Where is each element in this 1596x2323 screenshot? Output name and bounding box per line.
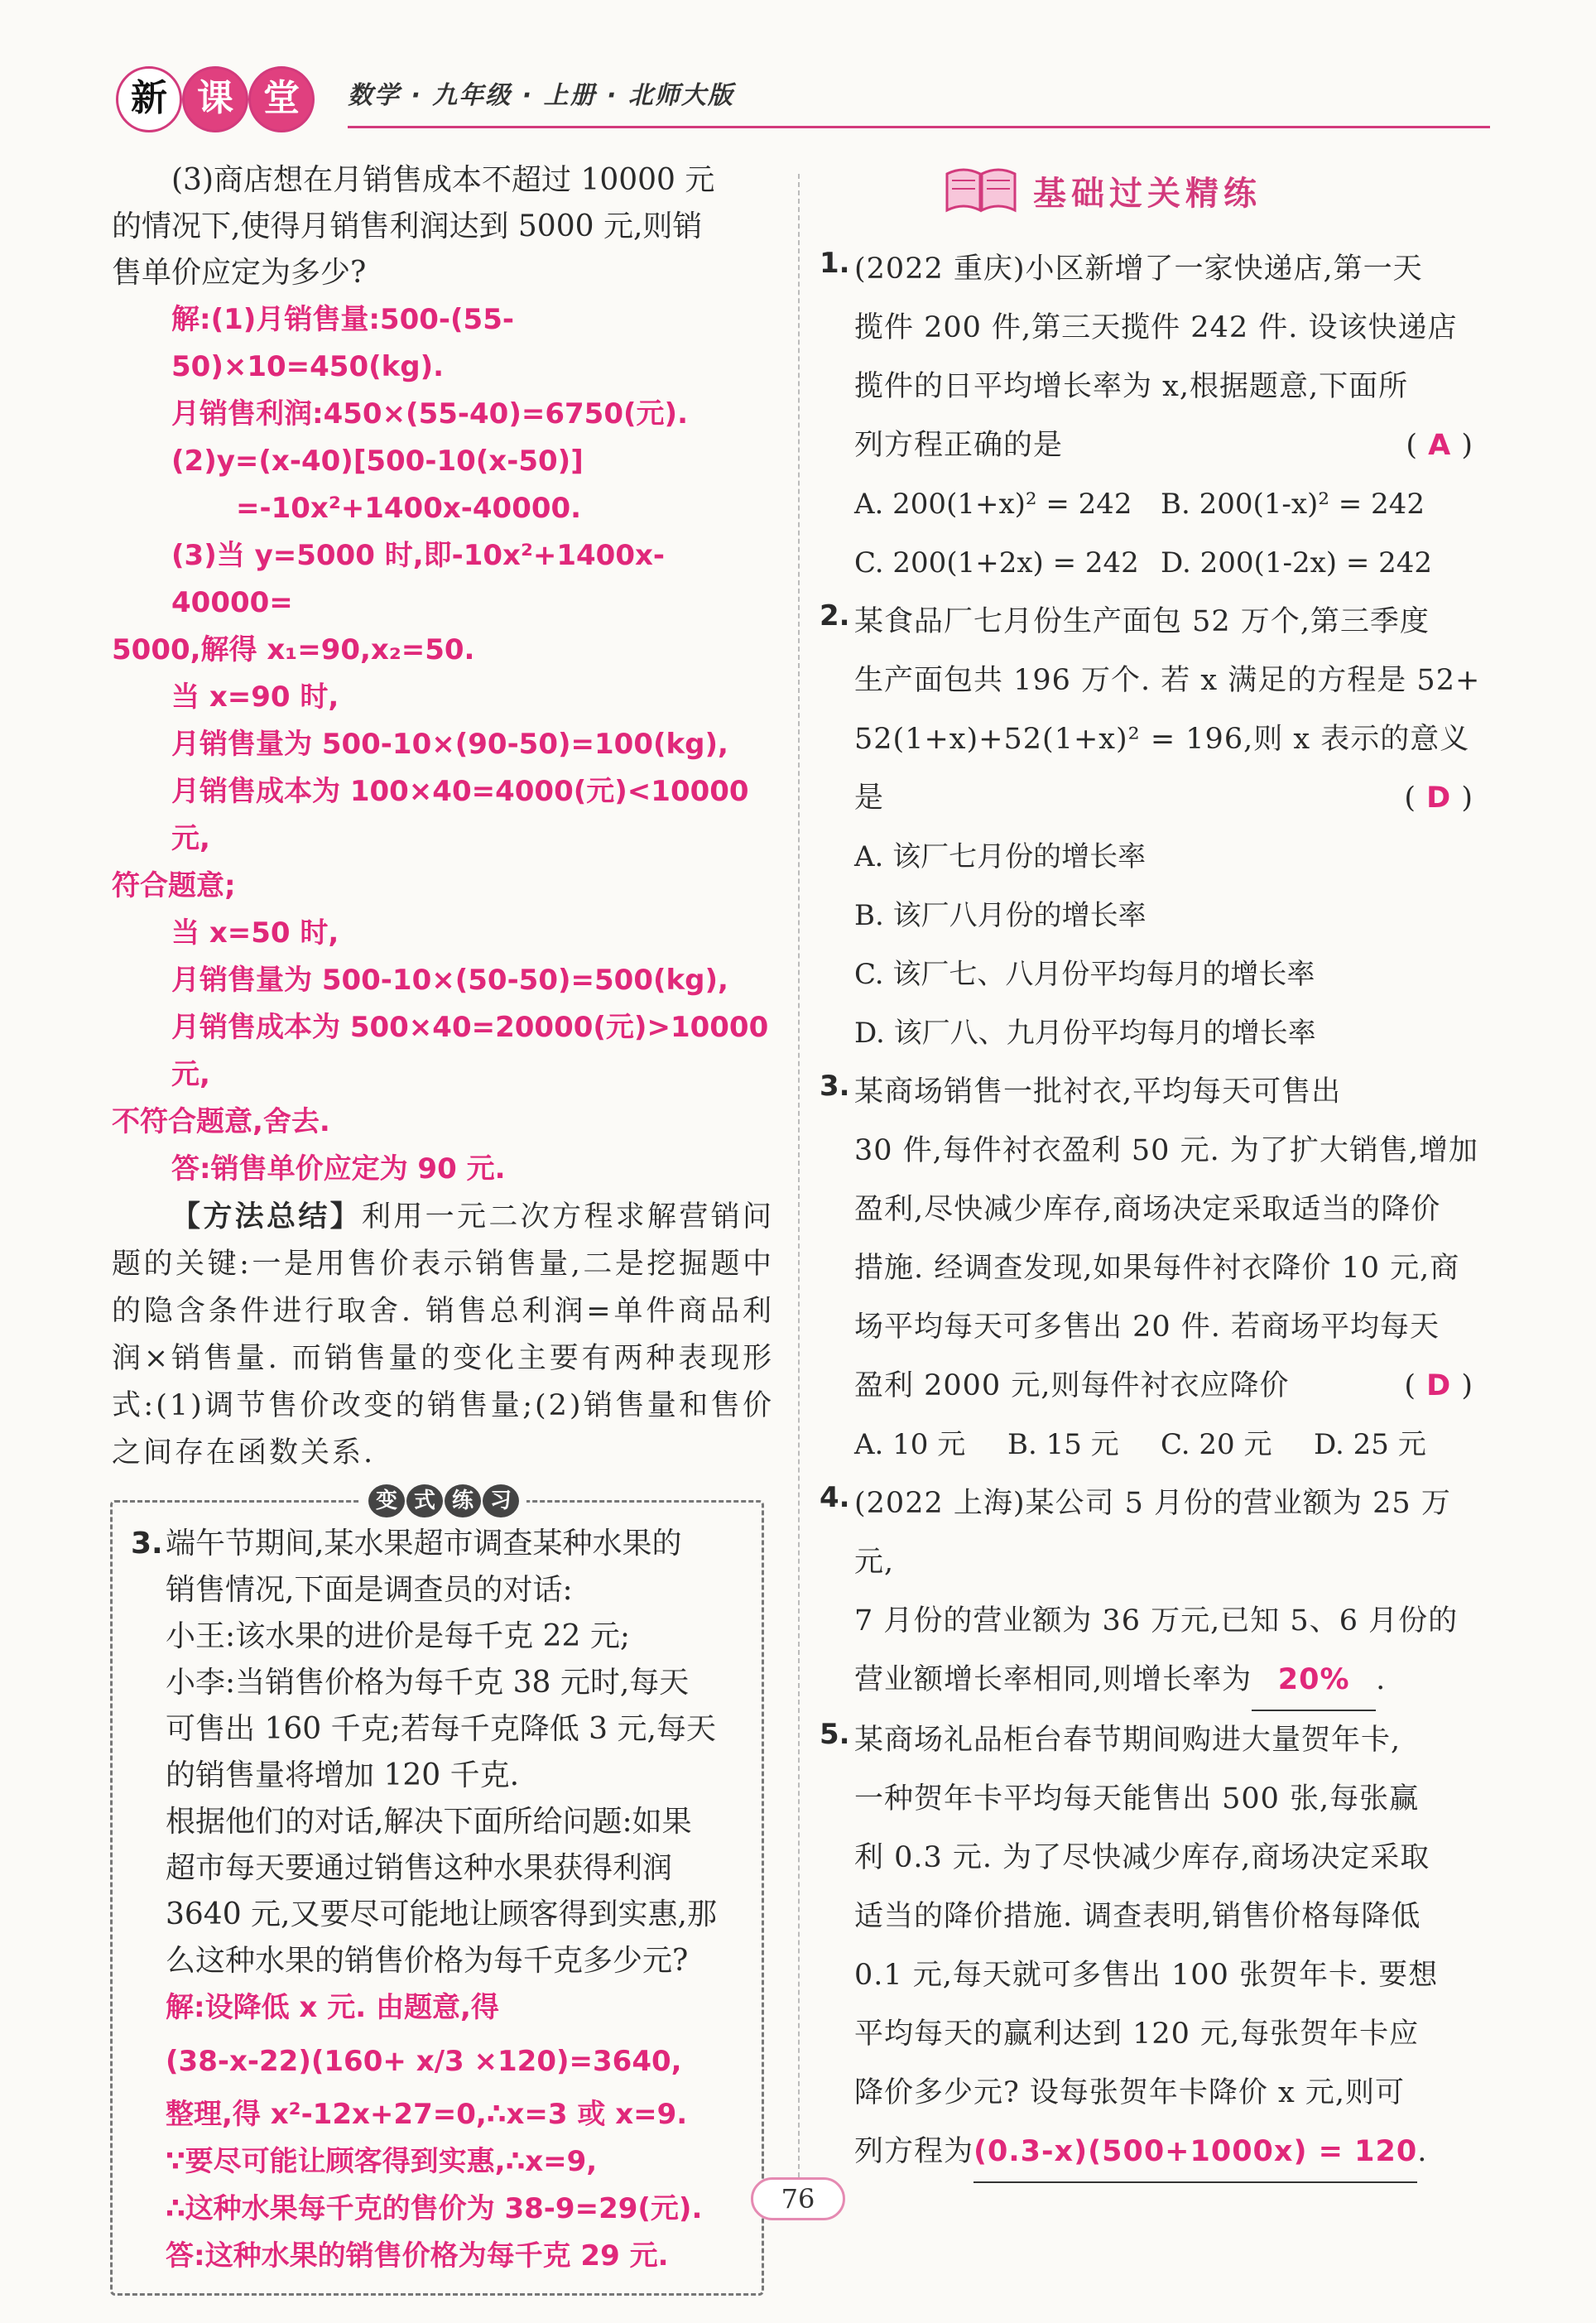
logo xyxy=(99,63,323,129)
solution-line: 月销售量为 500-10×(50-50)=500(kg), xyxy=(171,964,728,997)
question-line: 平均每天的赢利达到 120 元,每张贺年卡应 xyxy=(854,2018,1420,2051)
question-line: 揽件的日平均增长率为 x,根据题意,下面所 xyxy=(854,370,1409,403)
solution-line: 解:(1)月销售量:500-(55-50)×10=450(kg). xyxy=(171,303,514,383)
solution-line: =-10x²+1400x-40000. xyxy=(236,492,582,525)
question-line: (2022 重庆)小区新增了一家快递店,第一天 xyxy=(854,252,1423,286)
question-line: 52(1+x)+52(1+x)² = 196,则 x 表示的意义 xyxy=(854,723,1470,756)
question-line: 生产面包共 196 万个. 若 x 满足的方程是 52+ xyxy=(854,664,1481,697)
variant-solution-line: ∵要尽可能让顾客得到实惠,∴x=9, xyxy=(166,2145,598,2178)
solution-line: (3)当 y=5000 时,即-10x²+1400x-40000= xyxy=(171,539,666,619)
question-4: 4. (2022 上海)某公司 5 月份的营业额为 25 万元, 7 月份的营业额为 36 万元,已知 5、6 月份的 营业额增长率相同,则增长率为 20% . xyxy=(820,1474,1482,1711)
option: A. 200(1+x)² = 242 xyxy=(854,488,1132,521)
answer-choice: D xyxy=(1426,1369,1452,1402)
right-column xyxy=(820,157,1482,2183)
question-line: 适当的降价措施. 调查表明,销售价格每降低 xyxy=(854,1900,1421,1933)
question-line: 揽件 200 件,第三天揽件 242 件. 设该快递店 xyxy=(854,311,1458,344)
question-5: 5. 某商场礼品柜台春节期间购进大量贺年卡, 一种贺年卡平均每天能售出 500 张,每张赢 利 0.3 元. 为了尽快减少库存,商场决定采取 适当的降价措施. 调查表明,销售价格每降低 0.1 元,每天就可多售出 100 张贺年卡. 要想 平均每天的赢利达到 120 元,每张贺年卡应 降价多少元? 设每张贺年卡降价 x 元,则可 列方程为(0.3-x)(500+1000x) = 120. xyxy=(820,1711,1482,2183)
question-number: 3. xyxy=(820,1070,850,1103)
solution-answer: 答:销售单价应定为 90 元. xyxy=(171,1152,506,1186)
variant-line: 销售情况,下面是调查员的对话: xyxy=(166,1573,573,1607)
option: D. 200(1-2x) = 242 xyxy=(1161,546,1433,580)
page-number: 76 xyxy=(751,2177,846,2220)
section-header xyxy=(820,157,1482,227)
solution-line: 符合题意; xyxy=(112,869,236,902)
method-summary-tag: 【方法总结】 xyxy=(171,1200,362,1234)
question-line: 列方程为 xyxy=(854,2135,974,2168)
option: C. 该厂七、八月份平均每月的增长率 xyxy=(854,958,1315,991)
badge-char: 习 xyxy=(483,1484,519,1517)
option: B. 200(1-x)² = 242 xyxy=(1161,488,1425,521)
solution-line: 月销售量为 500-10×(90-50)=100(kg), xyxy=(171,728,728,761)
logo-char-2: 课 xyxy=(182,66,248,132)
answer-blank: 20% xyxy=(1252,1651,1376,1711)
question-line: 7 月份的营业额为 36 万元,已知 5、6 月份的 xyxy=(854,1604,1459,1638)
question-line: 列方程正确的是 xyxy=(854,429,1064,462)
option: D. 该厂八、九月份平均每月的增长率 xyxy=(854,1017,1316,1050)
question-line: 一种贺年卡平均每天能售出 500 张,每张赢 xyxy=(854,1782,1420,1816)
solution-line: 当 x=50 时, xyxy=(171,916,339,950)
logo-char-3: 堂 xyxy=(248,66,315,132)
question-line: 措施. 经调查发现,如果每件衬衣降价 10 元,商 xyxy=(854,1252,1460,1285)
q3-intro-line: 的情况下,使得月销售利润达到 5000 元,则销 xyxy=(112,209,703,243)
solution-line: 月销售成本为 100×40=4000(元)<10000 元, xyxy=(171,775,749,855)
variant-solution-equation: (38-x-22)(160+ x/3 ×120)=3640, xyxy=(166,2045,682,2078)
header-title: 数学 · 九年级 · 上册 · 北师大版 xyxy=(348,81,734,110)
variant-solution-line: 解:设降低 x 元. 由题意,得 xyxy=(166,1991,499,2024)
variant-exercise-badge xyxy=(361,1484,526,1517)
question-line: 盈利,尽快减少库存,商场决定采取适当的降价 xyxy=(854,1193,1441,1226)
solution-line: 不符合题意,舍去. xyxy=(112,1105,330,1138)
question-1: 1. (2022 重庆)小区新增了一家快递店,第一天 揽件 200 件,第三天揽件 242 件. 设该快递店 揽件的日平均增长率为 x,根据题意,下面所 列方程正确的是 ( A ) A. 200(1+x)² = 242 B. 200(1-x)² = 242 C. 200(1+2x) = 242 D. 200(1-2x) = 242 xyxy=(820,240,1482,593)
question-number: 4. xyxy=(820,1481,850,1514)
option: C. 20 元 xyxy=(1161,1428,1272,1461)
question-line: 30 件,每件衬衣盈利 50 元. 为了扩大销售,增加 xyxy=(854,1134,1478,1167)
badge-char: 练 xyxy=(445,1484,481,1517)
method-summary xyxy=(112,1193,774,1477)
option: A. 10 元 xyxy=(854,1428,966,1461)
left-column xyxy=(112,157,774,2296)
question-number: 5. xyxy=(820,1718,850,1751)
question-number: 2. xyxy=(820,599,850,632)
variant-line: 3640 元,又要尽可能地让顾客得到实惠,那 xyxy=(166,1897,717,1931)
column-divider xyxy=(798,174,800,2177)
question-line: 利 0.3 元. 为了尽快减少库存,商场决定采取 xyxy=(854,1841,1430,1874)
variant-solution-line: ∴这种水果每千克的售价为 38-9=29(元). xyxy=(166,2192,703,2225)
question-line: 某商场礼品柜台春节期间购进大量贺年卡, xyxy=(854,1724,1401,1757)
q3-intro-line: (3)商店想在月销售成本不超过 10000 元 xyxy=(171,163,715,197)
page-footer xyxy=(0,2177,1596,2220)
variant-solution-line: 整理,得 x²-12x+27=0,∴x=3 或 x=9. xyxy=(166,2098,688,2131)
variant-line: 的销售量将增加 120 千克. xyxy=(166,1758,520,1792)
question-line: (2022 上海)某公司 5 月份的营业额为 25 万元, xyxy=(854,1487,1451,1579)
option: A. 该厂七月份的增长率 xyxy=(854,840,1147,873)
question-number: 3. xyxy=(131,1527,163,1561)
variant-line: 超市每天要通过销售这种水果获得利润 xyxy=(166,1851,673,1885)
option: B. 15 元 xyxy=(1007,1428,1119,1461)
question-line: 某商场销售一批衬衣,平均每天可售出 xyxy=(854,1075,1342,1109)
logo-char-1: 新 xyxy=(116,66,182,132)
solution-line: 月销售利润:450×(55-40)=6750(元). xyxy=(171,397,688,430)
answer-blank: (0.3-x)(500+1000x) = 120 xyxy=(973,2123,1417,2183)
option: C. 200(1+2x) = 242 xyxy=(854,546,1139,580)
variant-line: 么这种水果的销售价格为每千克多少元? xyxy=(166,1944,689,1978)
option: B. 该厂八月份的增长率 xyxy=(854,899,1147,932)
open-book-icon xyxy=(944,162,1018,215)
question-2: 2. 某食品厂七月份生产面包 52 万个,第三季度 生产面包共 196 万个. 若 x 满足的方程是 52+ 52(1+x)+52(1+x)² = 196,则 x 表示的意义 是 ( D ) A. 该厂七月份的增长率 B. 该厂八月份的增长率 C. 该厂七、八月份平均每月的增长率 D. 该厂八、九月份平均每月的增长率 xyxy=(820,593,1482,1063)
question-line: 是 xyxy=(854,782,885,815)
question-line: 盈利 2000 元,则每件衬衣应降价 xyxy=(854,1369,1290,1402)
variant-solution-answer: 答:这种水果的销售价格为每千克 29 元. xyxy=(166,2239,669,2272)
solution-line: 5000,解得 x₁=90,x₂=50. xyxy=(112,633,475,666)
variant-line: 小李:当销售价格为每千克 38 元时,每天 xyxy=(166,1666,690,1700)
q3-intro-line: 售单价应定为多少? xyxy=(112,256,367,290)
question-line: 降价多少元? 设每张贺年卡降价 x 元,则可 xyxy=(854,2076,1406,2109)
variant-line: 端午节期间,某水果超市调查某种水果的 xyxy=(166,1527,682,1561)
solution-line: (2)y=(x-40)[500-10(x-50)] xyxy=(171,445,584,478)
solution-line: 月销售成本为 500×40=20000(元)>10000 元, xyxy=(171,1011,769,1091)
option: D. 25 元 xyxy=(1314,1428,1426,1461)
variant-line: 小王:该水果的进价是每千克 22 元; xyxy=(166,1619,630,1653)
page-header xyxy=(99,58,1490,141)
question-line: 场平均每天可多售出 20 件. 若商场平均每天 xyxy=(854,1311,1440,1344)
variant-line: 可售出 160 千克;若每千克降低 3 元,每天 xyxy=(166,1712,716,1746)
section-title: 基础过关精练 xyxy=(1033,175,1262,213)
solution-line: 当 x=90 时, xyxy=(171,681,339,714)
method-summary-text: 利用一元二次方程求解营销问题的关键:一是用售价表示销售量,二是挖掘题中的隐含条件进行取舍. 销售总利润=单件商品利润×销售量. 而销售量的变化主要有两种表现形式:(1)调节售价改变的销售量;(2)销售量和售价之间存在函数关系. xyxy=(112,1200,774,1469)
question-number: 1. xyxy=(820,247,850,280)
header-divider xyxy=(348,126,1490,128)
question-3: 3. 某商场销售一批衬衣,平均每天可售出 30 件,每件衬衣盈利 50 元. 为了扩大销售,增加 盈利,尽快减少库存,商场决定采取适当的降价 措施. 经调查发现,如果每件衬衣降价 10 元,商 场平均每天可多售出 20 件. 若商场平均每天 盈利 2000 元,则每件衬衣应降价 ( D ) A. 10 元 B. 15 元 C. 20 元 D. 25 元 xyxy=(820,1063,1482,1474)
badge-char: 变 xyxy=(368,1484,405,1517)
answer-choice: D xyxy=(1426,782,1452,815)
variant-line: 根据他们的对话,解决下面所给问题:如果 xyxy=(166,1805,692,1839)
answer-choice: A xyxy=(1428,429,1452,462)
badge-char: 式 xyxy=(406,1484,443,1517)
question-line: 0.1 元,每天就可多售出 100 张贺年卡. 要想 xyxy=(854,1959,1439,1992)
variant-exercise-box xyxy=(110,1489,764,2296)
question-line: 营业额增长率相同,则增长率为 xyxy=(854,1663,1252,1696)
question-line: 某食品厂七月份生产面包 52 万个,第三季度 xyxy=(854,605,1430,638)
